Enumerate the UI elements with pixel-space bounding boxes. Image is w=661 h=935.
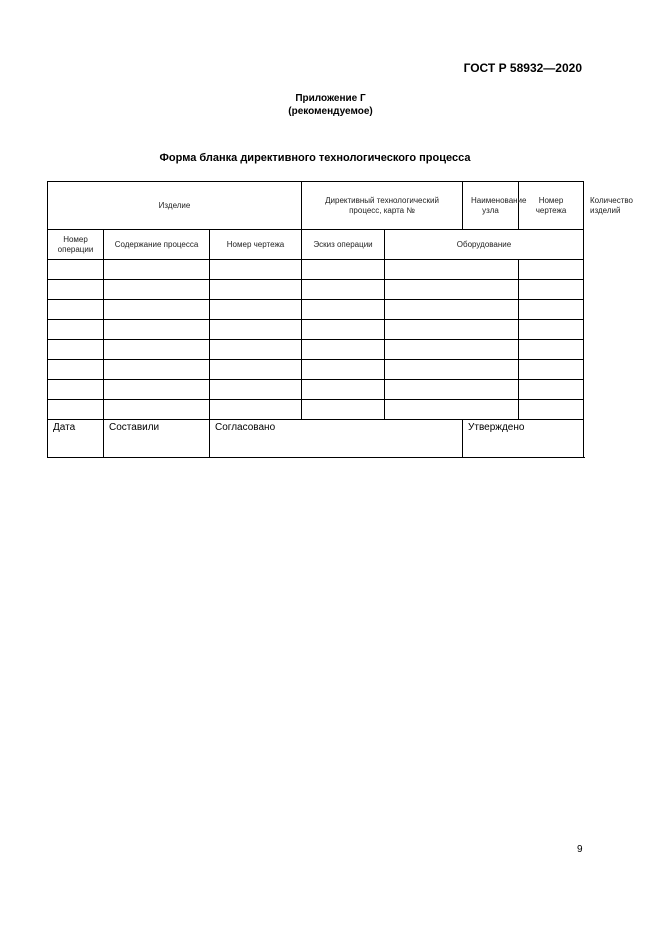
appendix-title: Приложение Г xyxy=(295,93,366,104)
table-cell xyxy=(104,380,210,400)
sign-date: Дата xyxy=(48,420,104,458)
table-cell xyxy=(48,320,104,340)
table-header-row-2 xyxy=(48,230,584,260)
table-cell xyxy=(104,300,210,320)
page-number: 9 xyxy=(577,844,583,855)
table-cell xyxy=(385,300,519,320)
header-drawing-no-2: Номер чертежа xyxy=(210,230,302,260)
table-cell xyxy=(302,280,385,300)
table-cell xyxy=(48,400,104,420)
table-cell xyxy=(385,280,519,300)
process-form-table xyxy=(47,181,633,458)
table-cell xyxy=(48,340,104,360)
table-cell xyxy=(48,380,104,400)
table-cell xyxy=(519,260,584,280)
header-process-card: Директивный технологический процесс, карта № xyxy=(302,182,463,230)
table-row xyxy=(48,400,584,420)
signature-row xyxy=(48,420,584,458)
table-cell xyxy=(210,280,302,300)
table-cell xyxy=(210,340,302,360)
header-unit-name: Наименование узла xyxy=(463,182,519,230)
table-row xyxy=(48,360,584,380)
table-cell xyxy=(302,400,385,420)
table-cell xyxy=(104,360,210,380)
table-cell xyxy=(302,300,385,320)
table-cell xyxy=(104,400,210,420)
appendix-status: (рекомендуемое) xyxy=(288,106,373,117)
table-cell xyxy=(385,380,519,400)
table-body xyxy=(48,260,584,420)
table-cell xyxy=(210,300,302,320)
table-cell xyxy=(48,300,104,320)
table-cell xyxy=(210,260,302,280)
table-cell xyxy=(104,340,210,360)
table-cell xyxy=(302,320,385,340)
appendix-heading xyxy=(0,92,661,118)
table-cell xyxy=(48,260,104,280)
table-row xyxy=(48,280,584,300)
document-code: ГОСТ Р 58932—2020 xyxy=(463,61,582,75)
sign-approved: Утверждено xyxy=(463,420,584,458)
header-operation-no: Номер операции xyxy=(48,230,104,260)
table-cell xyxy=(302,260,385,280)
table-cell xyxy=(519,320,584,340)
header-product: Изделие xyxy=(48,182,302,230)
table-cell xyxy=(48,360,104,380)
sign-agreed: Согласовано xyxy=(210,420,463,458)
table-cell xyxy=(104,280,210,300)
table-row xyxy=(48,300,584,320)
table-cell xyxy=(519,280,584,300)
table-row xyxy=(48,380,584,400)
table-cell xyxy=(302,360,385,380)
table-cell xyxy=(210,380,302,400)
table-cell xyxy=(210,400,302,420)
sign-compiled: Составили xyxy=(104,420,210,458)
table-cell xyxy=(519,400,584,420)
table-cell xyxy=(519,380,584,400)
table-cell xyxy=(519,360,584,380)
header-drawing-no: Номер чертежа xyxy=(519,182,584,230)
table-cell xyxy=(210,320,302,340)
table-cell xyxy=(519,300,584,320)
table-cell xyxy=(48,280,104,300)
table-row xyxy=(48,320,584,340)
table-row xyxy=(48,260,584,280)
table-header-row-1: Изделие Директивный технологический процесс, карта № Наименование узла Номер чертежа Количество изделий xyxy=(48,182,584,230)
table-cell xyxy=(210,360,302,380)
table-cell xyxy=(385,400,519,420)
table-cell xyxy=(519,340,584,360)
table-cell xyxy=(104,320,210,340)
table-cell xyxy=(302,380,385,400)
header-operation-sketch: Эскиз операции xyxy=(302,230,385,260)
table-cell xyxy=(104,260,210,280)
table-cell xyxy=(385,340,519,360)
table-cell xyxy=(302,340,385,360)
table-cell xyxy=(385,360,519,380)
header-equipment: Оборудование xyxy=(385,230,584,260)
table-row xyxy=(48,340,584,360)
form-title: Форма бланка директивного технологического процесса xyxy=(159,152,471,164)
table-cell xyxy=(385,260,519,280)
header-process-content: Содержание процесса xyxy=(104,230,210,260)
table-cell xyxy=(385,320,519,340)
